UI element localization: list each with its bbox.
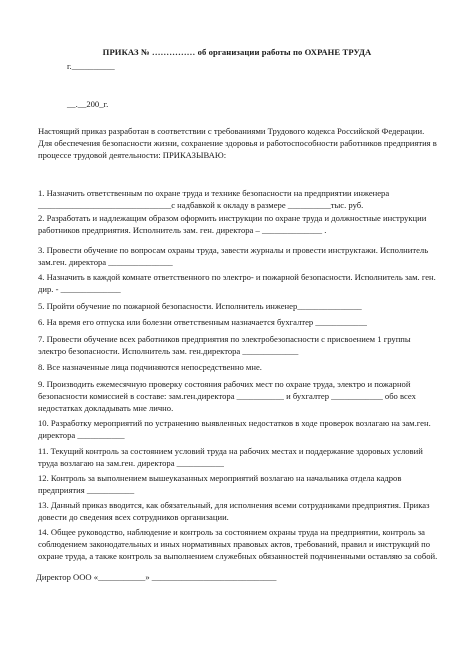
order-item-line: зам.ген. директора _______________: [38, 257, 173, 267]
order-item-line: 7. Провести обучение всех работников предприятия по электробезопасности с присвоением 1 группы: [38, 334, 411, 344]
order-item-line: 5. Пройти обучение по пожарной безопасности. Исполнитель инженер_______________: [38, 301, 362, 311]
date-field: __.__200_г.: [67, 99, 109, 109]
intro-line: Для обеспечения безопасности жизни, сохранение здоровья и работоспособности работников предприятия в: [38, 138, 437, 148]
intro-line: Настоящий приказ разработан в соответствии с требованиями Трудового кодекса Российской Федерации.: [38, 126, 425, 136]
order-item-line: труда возлагаю на зам.ген. директора ___________: [38, 458, 224, 468]
order-item-13: [38, 499, 443, 523]
order-item-2: [38, 212, 443, 236]
order-item-4: [38, 271, 443, 295]
order-item-line: 2. Разработать и надлежащим образом оформить инструкции по охране труда и должностные инструкции: [38, 213, 427, 223]
order-item-7: [38, 333, 443, 357]
order-item-line: 14. Общее руководство, наблюдение и контроль за состоянием охраны труда на предприятии, контроль за: [38, 527, 425, 537]
order-item-11: [38, 445, 443, 469]
document-title: ПРИКАЗ № …………… об организации работы по ОХРАНЕ ТРУДА: [102, 47, 372, 57]
order-item-line: работников предприятия. Исполнитель зам. ген. директора – ______________ .: [38, 225, 327, 235]
intro-paragraph: [38, 125, 443, 161]
order-item-10: [38, 417, 443, 441]
order-item-line: 11. Текущий контроль за состоянием условий труда на рабочих местах и поддержание здоровых условий: [38, 446, 423, 456]
order-item-6: [38, 316, 443, 328]
order-item-line: 10. Разработку мероприятий по устранению выявленных недостатков в ходе проверок возлагаю на зам.ген.: [38, 418, 431, 428]
order-item-line: охране труда, а также контроль за выполнением служебных обязанностей подчиненными оставляю за собой.: [38, 551, 438, 561]
order-item-line: 9. Производить ежемесячную проверку состояния рабочих мест по охране труда, электро и пожарной: [38, 379, 411, 389]
intro-line: процессе трудовой деятельности: ПРИКАЗЫВАЮ:: [38, 150, 227, 160]
order-item-line: 13. Данный приказ вводится, как обязательный, для исполнения всеми сотрудниками предприятия. Приказ: [38, 500, 430, 510]
order-item-3: [38, 244, 443, 268]
order-item-line: дир. - ______________: [38, 284, 121, 294]
order-item-line: безопасности комиссией в составе: зам.ген.директора ___________ и бухгалтер ____________ обо всех: [38, 391, 416, 401]
order-item-line: 8. Все назначенные лица подчиняются непосредственно мне.: [38, 362, 262, 372]
order-item-line: электро безопасности. Исполнитель зам. ген.директора _____________: [38, 346, 299, 356]
signature-line: Директор ООО «___________» _____________________________: [36, 572, 277, 582]
city-field: г.__________: [67, 61, 115, 71]
order-item-8: [38, 361, 443, 373]
order-item-line: 1. Назначить ответственным по охране труда и технике безопасности на предприятии инженера: [38, 188, 390, 198]
order-item-5: [38, 300, 443, 312]
order-item-line: довести до сведения всех сотрудников организации.: [38, 512, 229, 522]
order-item-1: [38, 187, 443, 211]
order-item-9: [38, 378, 443, 414]
order-item-14: [38, 526, 443, 562]
order-item-line: 12. Контроль за выполнением вышеуказанных мероприятий возлагаю на начальника отдела кадров: [38, 473, 402, 483]
order-item-line: директора ___________: [38, 430, 125, 440]
order-item-line: 3. Провести обучение по вопросам охраны труда, завести журналы и провести инструктажи. Исполнитель: [38, 245, 429, 255]
order-item-line: 6. На время его отпуска или болезни ответственным назначается бухгалтер ____________: [38, 317, 367, 327]
order-item-line: соблюдением законодательных и иных нормативных правовых актов, требований, правил и инструкций по: [38, 539, 431, 549]
order-item-line: _______________________________с надбавкой к окладу в размере __________тыс. руб.: [38, 200, 364, 210]
order-item-line: предприятия ___________: [38, 485, 135, 495]
order-item-line: 4. Назначить в каждой комнате ответственного по электро- и пожарной безопасности. Исполнитель зам. ген.: [38, 272, 436, 282]
order-item-12: [38, 472, 443, 496]
order-item-line: недостатках докладывать мне лично.: [38, 403, 174, 413]
